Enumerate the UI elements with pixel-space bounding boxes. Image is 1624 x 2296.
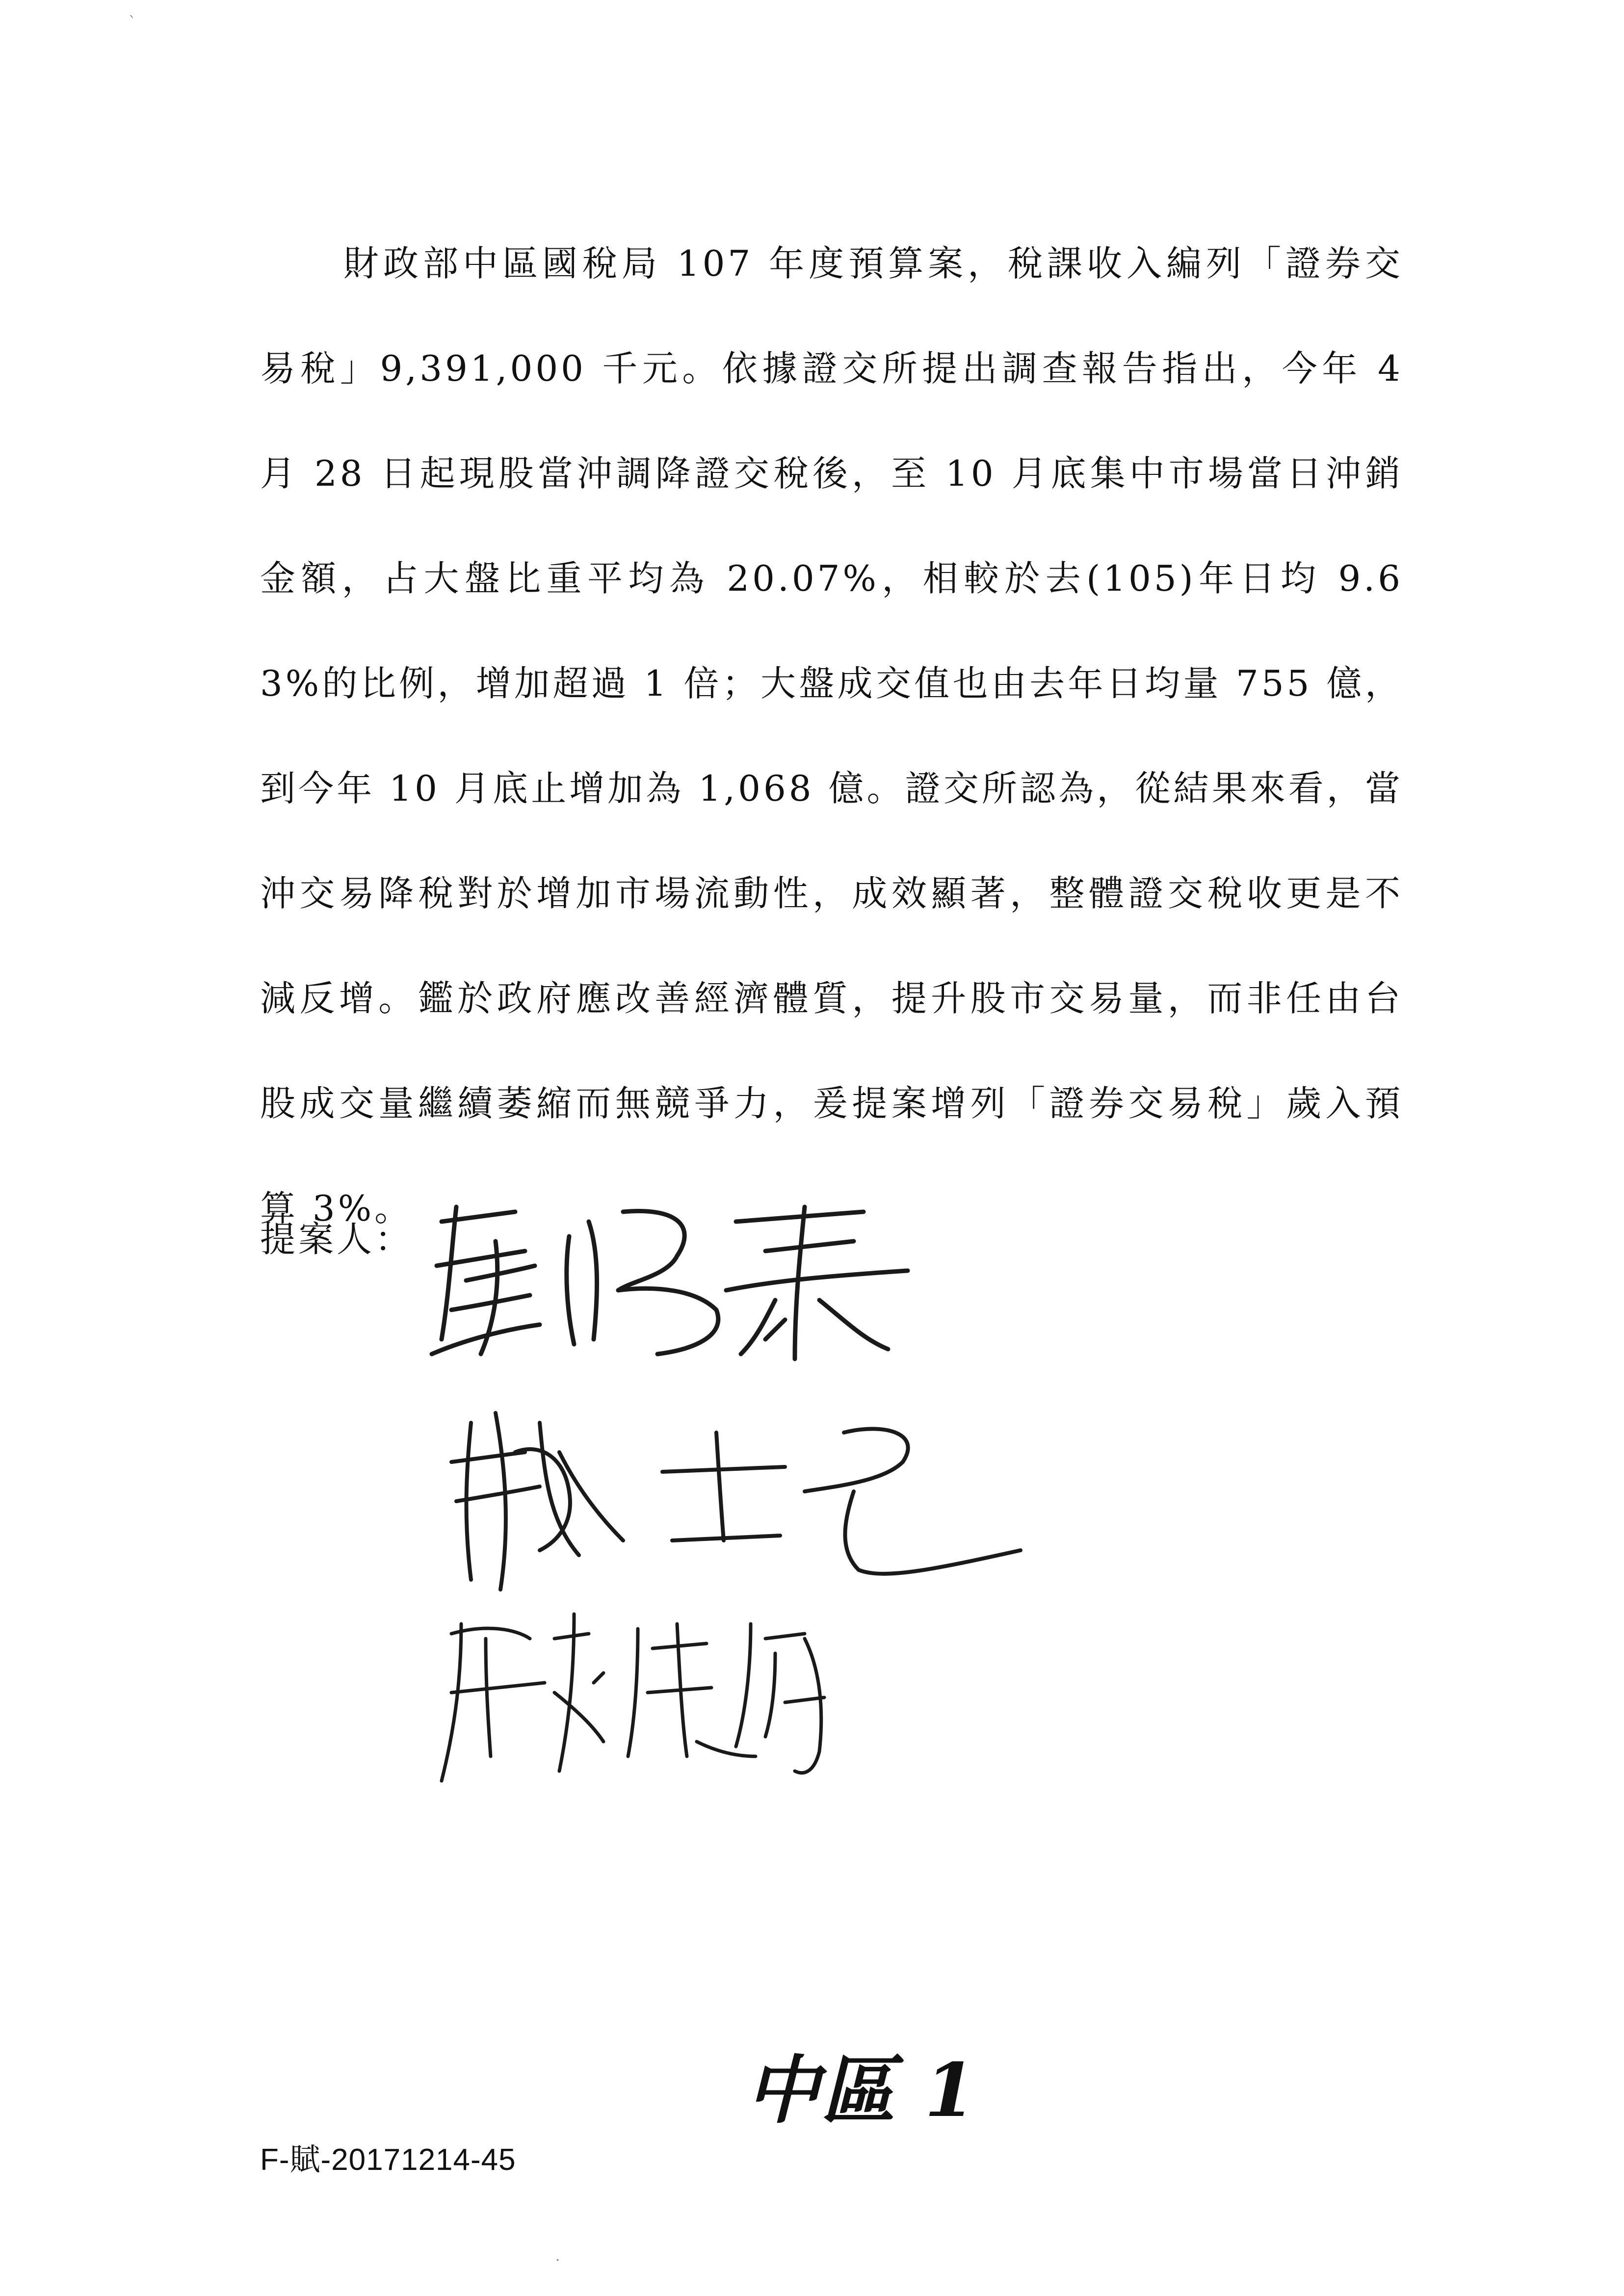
handwritten-stamp: 中區 1	[746, 2047, 978, 2134]
document-id: F-賦-20171214-45	[260, 2143, 516, 2177]
proposal-body	[260, 211, 1403, 1261]
signature-1	[422, 1192, 922, 1379]
scan-speck: ·	[555, 2252, 560, 2269]
proposal-paragraph: 財政部中區國稅局 107 年度預算案，稅課收入編列「證券交易稅」9,391,000 千元。依據證交所提出調查報告指出，今年 4 月 28 日起現股當沖調降證交稅後，至 10 月底集中市場當日沖銷金額，占大盤比重平均為 20.07%，相較於去(105)年日均 9.63%的比例，增加超過 1 倍；大盤成交值也由去年日均量 755 億，到今年 10 月底止增加為 1,068 億。證交所認為，從結果來看，當沖交易降稅對於增加市場流動性，成效顯著，整體證交稅收更是不減反增。鑑於政府應改善經濟體質，提升股市交易量，而非任由台股成交量繼續萎縮而無競爭力，爰提案增列「證券交易稅」歲入預算 3%。	[260, 243, 1403, 1229]
signature-2	[442, 1393, 1030, 1599]
proposer-label: 提案人：	[260, 1219, 414, 1260]
signature-3	[432, 1594, 873, 1791]
scan-speck: ˋ	[129, 14, 136, 31]
